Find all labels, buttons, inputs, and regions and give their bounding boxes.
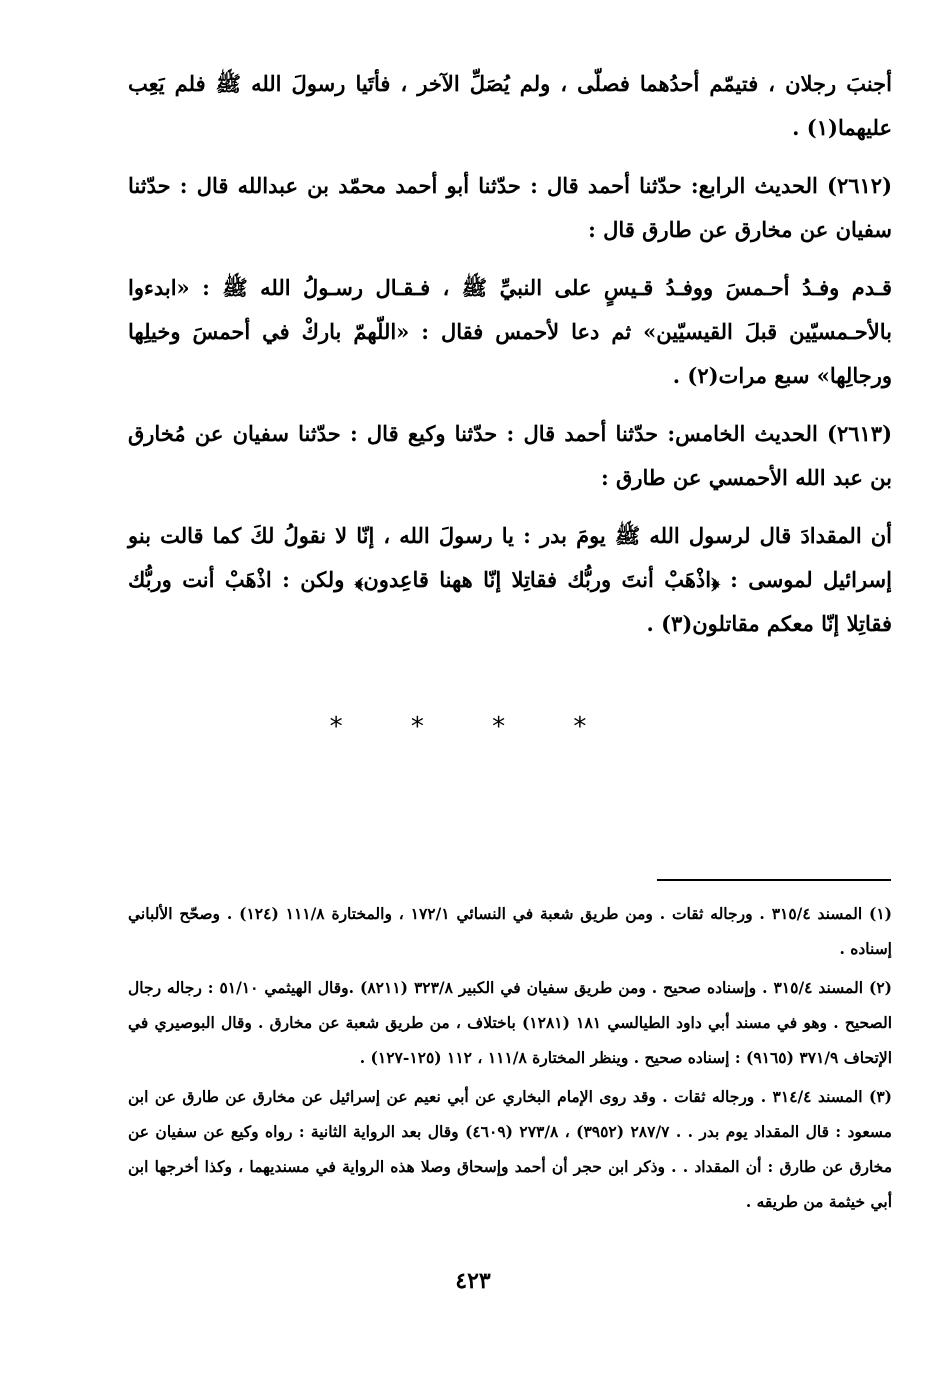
- main-text: [128, 62, 892, 660]
- page-number: ٤٢٣: [455, 1268, 491, 1294]
- hadith-2612-heading: (٢٦١٢) الحديث الرابع:: [690, 173, 892, 198]
- section-separator: * * * *: [329, 712, 617, 742]
- hadith-2613: [128, 412, 892, 500]
- hadith-2613-isnad: حدّثنا أحمد قال : حدّثنا وكيع قال : حدّثنا سفيان عن مُخارق بن عبد الله الأحمسي عن طارق :: [128, 421, 892, 490]
- hadith-2612: [128, 164, 892, 252]
- paragraph-1: أجنبَ رجلان ، فتيمّم أحدُهما فصلّى ، ولم يُصَلِّ الآخر ، فأتَيا رسولَ الله ﷺ فلم يَعِب عليهما(١) .: [128, 71, 892, 140]
- footnotes: [128, 896, 892, 1223]
- paragraph-5: أن المقدادَ قال لرسول الله ﷺ يومَ بدر : يا رسولَ الله ، إنّا لا نقولُ لكَ كما قالت بنو إسرائيل لموسى : ﴿اذْهَبْ أنتَ وربُّك فقاتِلا إنّا ههنا قاعِدون﴾ ولكن : اذْهَبْ أنت وربُّك فقاتِلا إنّا معكم مقاتلون(٣) .: [128, 523, 892, 636]
- footnote-1: (١) المسند ٣١٥/٤ . ورجاله ثقات . ومن طريق شعبة في النسائي ١٧٢/١ ، والمختارة ١١١/٨ (١٢٤) . وصحّح الألباني إسناده .: [128, 904, 892, 958]
- hadith-2612-isnad: حدّثنا أحمد قال : حدّثنا أبو أحمد محمّد بن عبدالله قال : حدّثنا سفيان عن مخارق عن طارق قال :: [128, 173, 892, 242]
- paragraph-3: قـدم وفـدُ أحـمسَ ووفـدُ قـيسٍ على النبيِّ ﷺ ، فـقـال رسـولُ الله ﷺ : «ابدءوا بالأحـمسيّين قبلَ القيسيّين» ثم دعا لأحمس فقال : «اللّهمّ باركْ في أحمسَ وخيلِها ورجالِها» سبع مرات(٢) .: [128, 275, 892, 388]
- footnote-2: (٢) المسند ٣١٥/٤ . وإسناده صحيح . ومن طريق سفيان في الكبير ٣٢٣/٨ (٨٢١١) .وقال الهيثمي ٥١/١٠ : رجاله رجال الصحيح . وهو في مسند أبي داود الطيالسي ١٨١ (١٢٨١) باختلاف ، من طريق شعبة عن مخارق . وقال البوصيري في الإتحاف ٣٧١/٩ (٩١٦٥) : إسناده صحيح . وينظر المختارة ١١١/٨ ، ١١٢ (١٢٥-١٢٧) .: [128, 978, 893, 1067]
- footnote-divider: [657, 879, 891, 881]
- hadith-2613-heading: (٢٦١٣) الحديث الخامس:: [667, 421, 893, 446]
- footnote-3: (٣) المسند ٣١٤/٤ . ورجاله ثقات . وقد روى الإمام البخاري عن أبي نعيم عن إسرائيل عن مخارق عن طارق عن ابن مسعود : قال المقداد يوم بدر . . ٢٨٧/٧ (٣٩٥٢) ، ٢٧٣/٨ (٤٦٠٩) وقال بعد الرواية الثانية : رواه وكيع عن سفيان عن مخارق عن طارق : أن المقداد . . وذكر ابن حجر أن أحمد وإسحاق وصلا هذه الرواية في مسنديهما ، وكذا أخرجها ابن أبي خيثمة من طريقه .: [128, 1087, 892, 1211]
